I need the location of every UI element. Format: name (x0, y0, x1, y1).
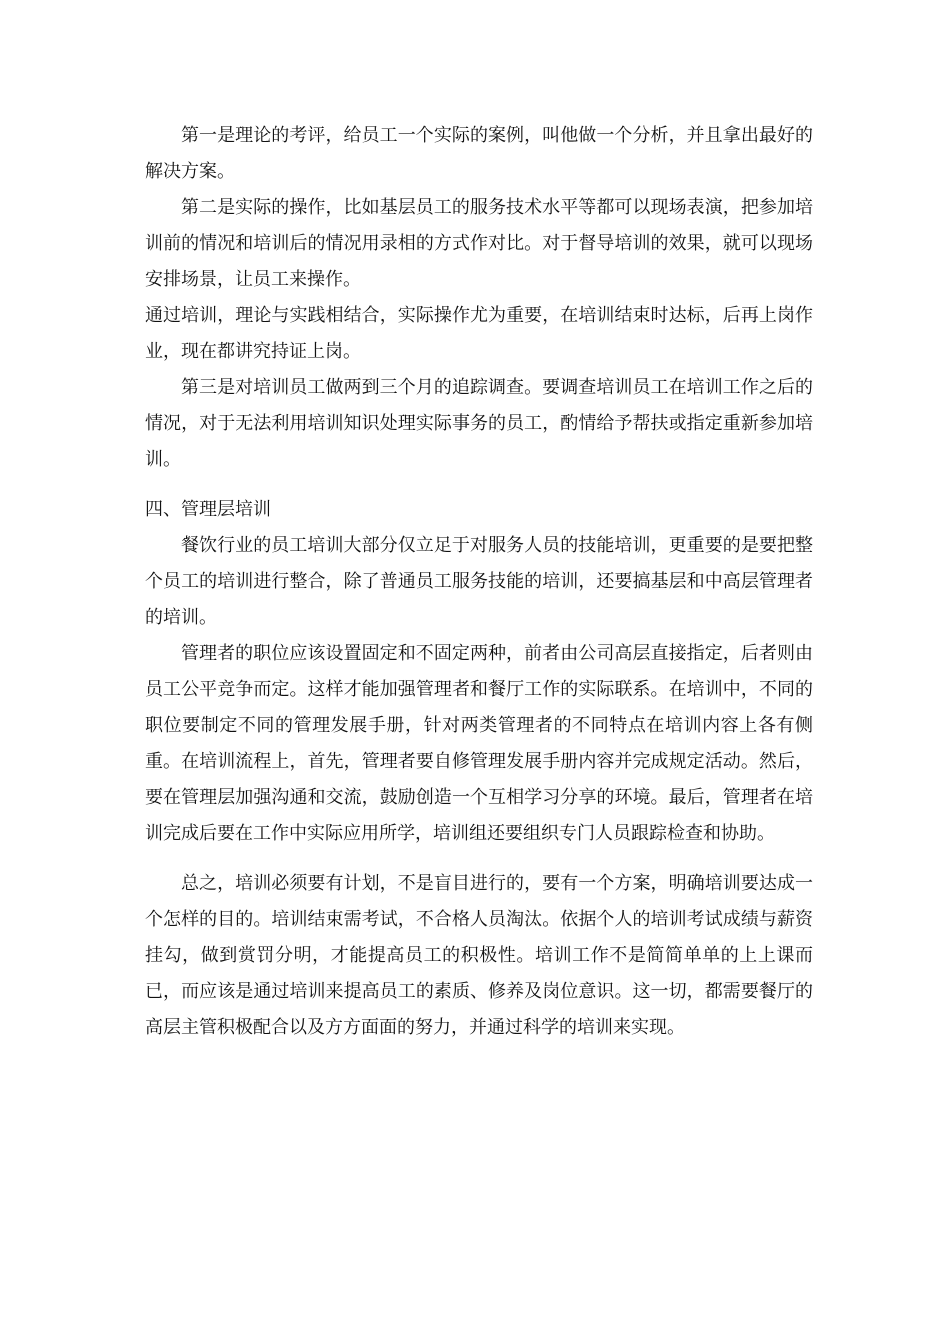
paragraph-manager-positions: 管理者的职位应该设置固定和不固定两种，前者由公司高层直接指定，后者则由员工公平竞争而定。这样才能加强管理者和餐厅工作的实际联系。在培训中，不同的职位要制定不同的管理发展手册，针对两类管理者的不同特点在培训内容上各有侧重。在培训流程上，首先，管理者要自修管理发展手册内容并完成规定活动。然后，要在管理层加强沟通和交流，鼓励创造一个互相学习分享的环境。最后，管理者在培训完成后要在工作中实际应用所学，培训组还要组织专门人员跟踪检查和协助。 (145, 643, 813, 844)
paragraph-catering-training: 餐饮行业的员工培训大部分仅立足于对服务人员的技能培训，更重要的是要把整个员工的培训进行整合，除了普通员工服务技能的培训，还要搞基层和中高层管理者的培训。 (145, 535, 813, 628)
paragraph-follow-up-survey: 第三是对培训员工做两到三个月的追踪调查。要调查培训员工在培训工作之后的情况，对于无法利用培训知识处理实际事务的员工，酌情给予帮扶或指定重新参加培训。 (145, 377, 813, 470)
paragraph-conclusion: 总之，培训必须要有计划，不是盲目进行的，要有一个方案，明确培训要达成一个怎样的目的。培训结束需考试，不合格人员淘汰。依据个人的培训考试成绩与薪资挂勾，做到赏罚分明，才能提高员工的积极性。培训工作不是简简单单的上上课而已，而应该是通过培训来提高员工的素质、修养及岗位意识。这一切，都需要餐厅的高层主管积极配合以及方方面面的努力，并通过科学的培训来实现。 (145, 873, 813, 1038)
paragraph-practical-operation: 第二是实际的操作，比如基层员工的服务技术水平等都可以现场表演，把参加培训前的情况和培训后的情况用录相的方式作对比。对于督导培训的效果，就可以现场安排场景，让员工来操作。 (145, 197, 813, 290)
document-body (145, 118, 813, 1046)
paragraph-theory-evaluation: 第一是理论的考评，给员工一个实际的案例，叫他做一个分析，并且拿出最好的解决方案。 (145, 125, 813, 182)
section-heading-management-training: 四、管理层培训 (145, 499, 271, 520)
paragraph-theory-practice: 通过培训，理论与实践相结合，实际操作尤为重要，在培训结束时达标，后再上岗作业，现在都讲究持证上岗。 (145, 305, 813, 362)
